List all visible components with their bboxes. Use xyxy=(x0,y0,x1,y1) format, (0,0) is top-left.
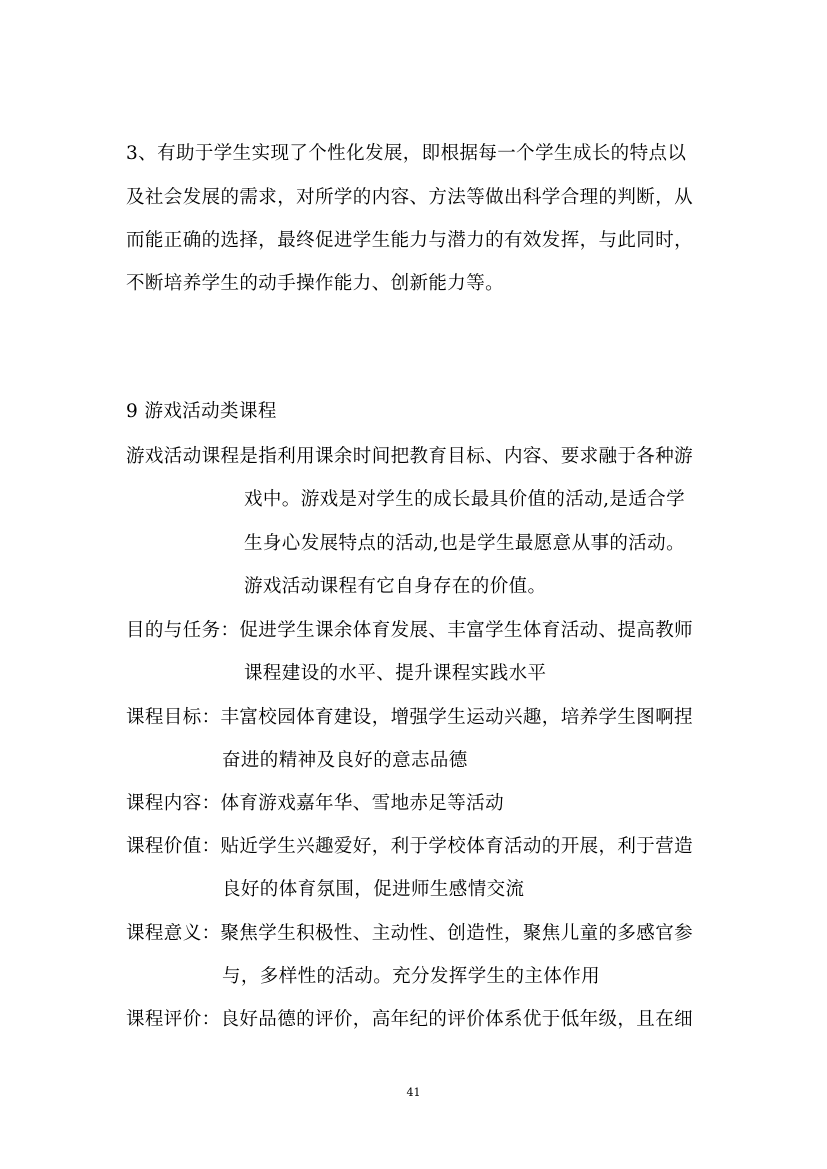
paragraph-3-line-3: 而能正确的选择，最终促进学生能力与潜力的有效发挥，与此同时， xyxy=(126,230,694,251)
goal-line-2: 奋进的精神及良好的意志品德 xyxy=(222,750,468,771)
page-number: 41 xyxy=(406,1086,421,1099)
evaluation-line-1: 课程评价：良好品德的评价，高年纪的评价体系优于低年级，且在细 xyxy=(126,1009,694,1030)
paragraph-3-line-4: 不断培养学生的动手操作能力、创新能力等。 xyxy=(126,273,505,294)
intro-line-1: 游戏活动课程是指利用课余时间把教育目标、内容、要求融于各种游 xyxy=(126,446,694,467)
paragraph-3-line-2: 及社会发展的需求，对所学的内容、方法等做出科学合理的判断，从 xyxy=(126,187,694,208)
significance-line-1: 课程意义：聚焦学生积极性、主动性、创造性，聚焦儿童的多感官参 xyxy=(126,923,694,944)
value-line-2: 良好的体育氛围，促进师生感情交流 xyxy=(222,879,525,900)
intro-line-3: 生身心发展特点的活动,也是学生最愿意从事的活动。 xyxy=(244,533,685,554)
paragraph-3-line-1: 3、有助于学生实现了个性化发展，即根据每一个学生成长的特点以 xyxy=(126,143,687,164)
purpose-line-1: 目的与任务：促进学生课余体育发展、丰富学生体育活动、提高教师 xyxy=(126,620,694,641)
content-line-1: 课程内容：体育游戏嘉年华、雪地赤足等活动 xyxy=(126,793,505,814)
significance-line-2: 与，多样性的活动。充分发挥学生的主体作用 xyxy=(222,966,601,987)
section-heading: 9 游戏活动类课程 xyxy=(126,401,277,422)
value-line-1: 课程价值：贴近学生兴趣爱好，利于学校体育活动的开展，利于营造 xyxy=(126,836,694,857)
purpose-line-2: 课程建设的水平、提升课程实践水平 xyxy=(244,663,547,684)
intro-line-2: 戏中。游戏是对学生的成长最具价值的活动,是适合学 xyxy=(244,489,685,510)
goal-line-1: 课程目标：丰富校园体育建设，增强学生运动兴趣，培养学生图啊捏 xyxy=(126,707,694,728)
intro-line-4: 游戏活动课程有它自身存在的价值。 xyxy=(244,576,547,597)
